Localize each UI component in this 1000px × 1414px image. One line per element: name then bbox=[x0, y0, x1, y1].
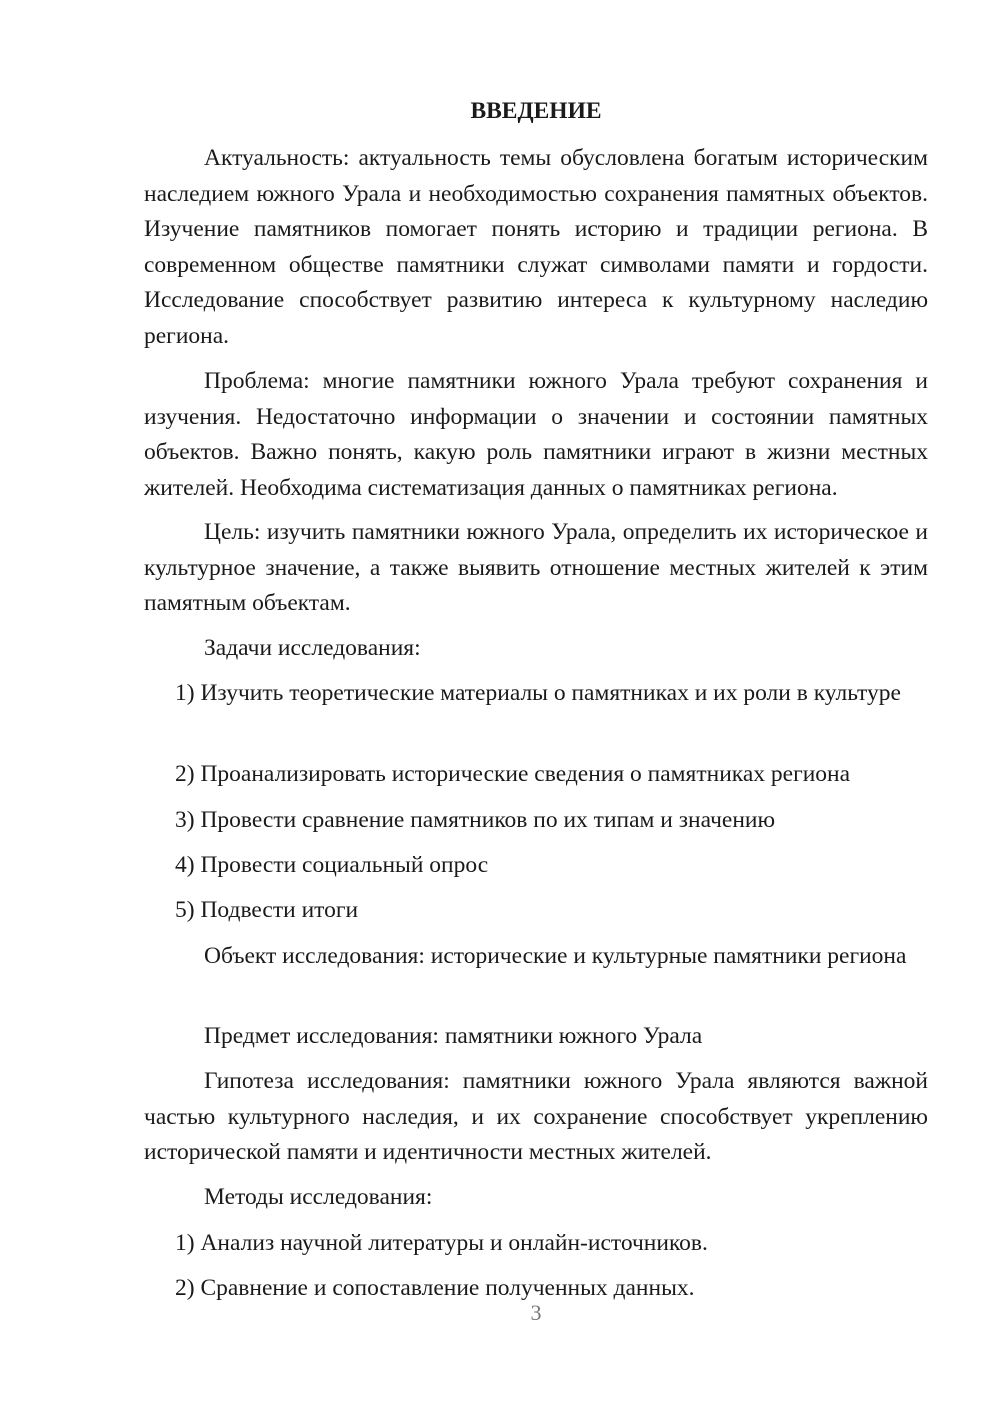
task-item: 4) Провести социальный опрос bbox=[175, 852, 489, 878]
paragraph-object: Объект исследования: исторические и культурные памятники региона bbox=[204, 943, 907, 969]
paragraph-goal: Цель: изучить памятники южного Урала, определить их историческое и культурное значение, а также выявить отношение местных жителей к этим памятным объектам. bbox=[144, 519, 928, 616]
section-heading: ВВЕДЕНИЕ bbox=[470, 98, 602, 124]
method-item: 1) Анализ научной литературы и онлайн-источников. bbox=[175, 1230, 708, 1256]
paragraph-hypothesis: Гипотеза исследования: памятники южного Урала являются важной частью культурного наследия, и их сохранение способствует укреплению исторической памяти и идентичности местных жителей. bbox=[144, 1068, 928, 1165]
paragraph-problem: Проблема: многие памятники южного Урала требуют сохранения и изучения. Недостаточно информации о значении и состоянии памятных объектов. Важно понять, какую роль памятники играют в жизни местных жителей. Необходима систематизация данных о памятниках региона. bbox=[144, 368, 928, 501]
task-item: 2) Проанализировать исторические сведения о памятниках региона bbox=[175, 761, 851, 787]
methods-title: Методы исследования: bbox=[204, 1184, 433, 1210]
task-item: 3) Провести сравнение памятников по их типам и значению bbox=[175, 807, 776, 833]
paragraph-subject: Предмет исследования: памятники южного Урала bbox=[204, 1023, 703, 1049]
task-item: 5) Подвести итоги bbox=[175, 897, 359, 923]
paragraph-relevance: Актуальность: актуальность темы обусловлена богатым историческим наследием южного Урала и необходимостью сохранения памятных объектов. Изучение памятников помогает понять историю и традиции региона. В современном обществе памятники служат символами памяти и гордости. Исследование способствует развитию интереса к культурному наследию региона. bbox=[144, 145, 928, 349]
task-item: 1) Изучить теоретические материалы о памятниках и их роли в культуре bbox=[175, 680, 901, 706]
page-number: 3 bbox=[530, 1300, 542, 1325]
tasks-title: Задачи исследования: bbox=[204, 635, 421, 661]
method-item: 2) Сравнение и сопоставление полученных данных. bbox=[175, 1275, 695, 1301]
